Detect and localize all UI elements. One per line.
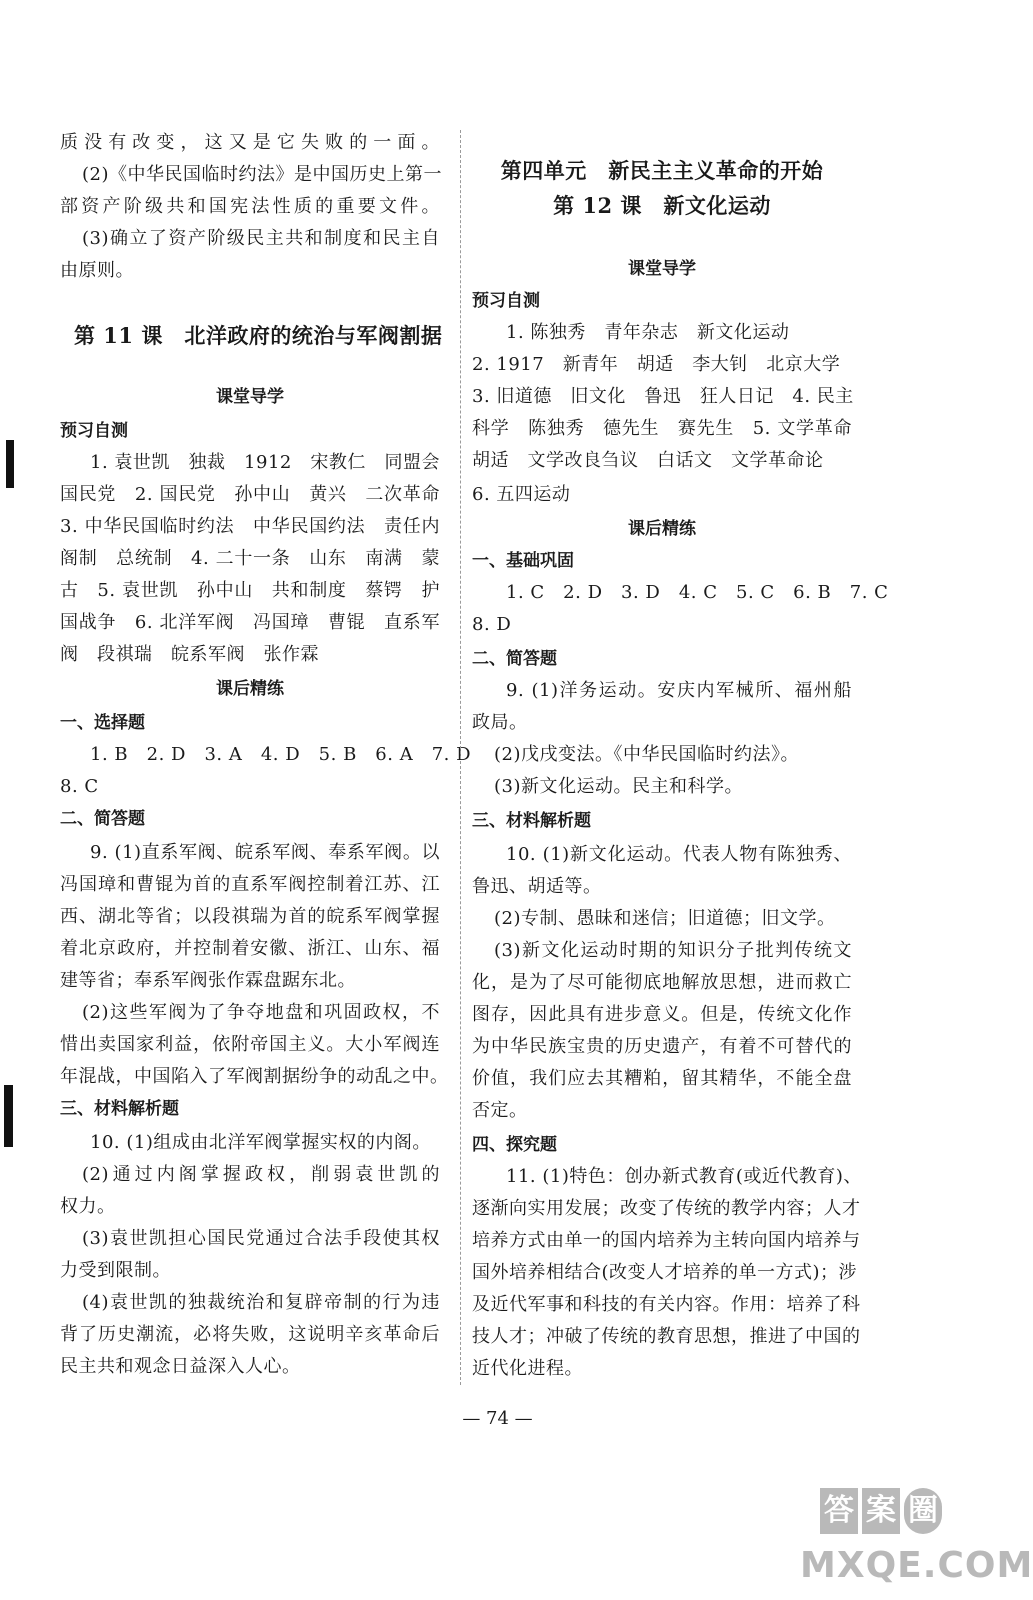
- answer-line: (2)这些军阀为了争夺地盘和巩固政权，不: [82, 1002, 440, 1023]
- answer-line: 培养方式由单一的国内培养为主转向国内培养与: [472, 1230, 861, 1251]
- answer-line: 10. (1)组成由北洋军阀掌握实权的内阁。: [90, 1132, 431, 1153]
- answer-line: 胡适 文学改良刍议 白话文 文学革命论: [472, 450, 824, 471]
- paragraph-line: (2)《中华民国临时约法》是中国历史上第一: [82, 164, 442, 185]
- answer-line: 西、湖北等省；以段祺瑞为首的皖系军阀掌握: [60, 906, 440, 927]
- answer-line: (2)专制、愚昧和迷信；旧道德；旧文学。: [494, 908, 836, 929]
- answer-line: 11. (1)特色：创办新式教育(或近代教育)、: [506, 1166, 862, 1187]
- watermark-logo: [820, 1488, 942, 1534]
- section-heading: 课后精练: [628, 519, 696, 539]
- lesson-title: 第 12 课 新文化运动: [553, 193, 771, 218]
- answer-line: 8. C: [60, 776, 99, 797]
- answer-line: 3. 旧道德 旧文化 鲁迅 狂人日记 4. 民主: [472, 386, 854, 407]
- answer-line: 3. 中华民国临时约法 中华民国约法 责任内: [60, 516, 440, 537]
- answer-line: 力受到限制。: [60, 1260, 171, 1281]
- section-heading: 课堂导学: [216, 387, 284, 407]
- subsection-heading: 二、简答题: [472, 649, 557, 669]
- answer-line: 国外培养相结合(改变人才培养的单一方式)；涉: [472, 1262, 858, 1283]
- watermark-char: 案: [862, 1488, 900, 1534]
- answer-line: 化，是为了尽可能彻底地解放思想，进而救亡: [472, 972, 852, 993]
- answer-line: 科学 陈独秀 德先生 赛先生 5. 文学革命: [472, 418, 852, 439]
- paragraph-line: 质没有改变，这又是它失败的一面。: [60, 132, 440, 153]
- answer-line: 8. D: [472, 614, 512, 635]
- column-divider: [460, 130, 461, 1385]
- answer-line: 否定。: [472, 1100, 528, 1121]
- answer-line: 10. (1)新文化运动。代表人物有陈独秀、: [506, 844, 852, 865]
- answer-line: 1. 陈独秀 青年杂志 新文化运动: [506, 322, 790, 343]
- subsection-heading: 四、探究题: [472, 1135, 557, 1155]
- answer-line: 建等省；奉系军阀张作霖盘踞东北。: [60, 970, 356, 991]
- subsection-heading: 预习自测: [60, 421, 128, 441]
- lesson-title: 第 11 课 北洋政府的统治与军阀割据: [74, 323, 443, 348]
- answer-line: 古 5. 袁世凯 孙中山 共和制度 蔡锷 护: [60, 580, 440, 601]
- subsection-heading: 一、选择题: [60, 713, 145, 733]
- answer-line: 年混战，中国陷入了军阀割据纷争的动乱之中。: [60, 1066, 449, 1087]
- section-heading: 课堂导学: [628, 259, 696, 279]
- answer-line: 9. (1)直系军阀、皖系军阀、奉系军阀。以: [90, 842, 440, 863]
- answer-line: 图存，因此具有进步意义。但是，传统文化作: [472, 1004, 852, 1025]
- answer-line: 及近代军事和科技的有关内容。作用：培养了科: [472, 1294, 861, 1315]
- unit-title: 第四单元 新民主主义革命的开始: [500, 158, 824, 183]
- answer-line: (3)新文化运动时期的知识分子批判传统文: [494, 940, 852, 961]
- answer-line: 冯国璋和曹锟为首的直系军阀控制着江苏、江: [60, 874, 440, 895]
- section-heading: 课后精练: [216, 679, 284, 699]
- subsection-heading: 一、基础巩固: [472, 551, 574, 571]
- page-number: — 74 —: [462, 1408, 533, 1429]
- answer-line: 着北京政府，并控制着安徽、浙江、山东、福: [60, 938, 440, 959]
- watermark-char: 答: [820, 1488, 858, 1534]
- answer-line: 政局。: [472, 712, 528, 733]
- watermark-url: MXQE.COM: [800, 1545, 1033, 1586]
- subsection-heading: 二、简答题: [60, 809, 145, 829]
- binding-mark-bottom: [4, 1085, 13, 1147]
- answer-line: 国民党 2. 国民党 孙中山 黄兴 二次革命: [60, 484, 440, 505]
- paragraph-line: (3)确立了资产阶级民主共和制度和民主自: [82, 228, 440, 249]
- answer-line: 技人才；冲破了传统的教育思想，推进了中国的: [472, 1326, 861, 1347]
- answer-line: 国战争 6. 北洋军阀 冯国璋 曹锟 直系军: [60, 612, 440, 633]
- answer-line: 1. 袁世凯 独裁 1912 宋教仁 同盟会: [90, 452, 440, 473]
- answer-line: (2)通过内阁掌握政权，削弱袁世凯的: [82, 1164, 440, 1185]
- answer-line: 权力。: [60, 1196, 116, 1217]
- answer-line: 民主共和观念日益深入人心。: [60, 1356, 301, 1377]
- answer-line: 2. 1917 新青年 胡适 李大钊 北京大学: [472, 354, 841, 375]
- subsection-heading: 三、材料解析题: [60, 1099, 179, 1119]
- answer-line: 为中华民族宝贵的历史遗产，有着不可替代的: [472, 1036, 852, 1057]
- paragraph-line: 部资产阶级共和国宪法性质的重要文件。: [60, 196, 440, 217]
- answer-line: 阀 段祺瑞 皖系军阀 张作霖: [60, 644, 319, 665]
- answer-line: (3)新文化运动。民主和科学。: [494, 776, 743, 797]
- answer-line: 鲁迅、胡适等。: [472, 876, 602, 897]
- subsection-heading: 预习自测: [472, 291, 540, 311]
- answer-line: 价值，我们应去其糟粕，留其精华，不能全盘: [472, 1068, 852, 1089]
- paragraph-line: 由原则。: [60, 260, 134, 281]
- answer-line: 逐渐向实用发展；改变了传统的教学内容；人才: [472, 1198, 861, 1219]
- watermark-char: 圈: [904, 1488, 942, 1534]
- answer-line: 1. C 2. D 3. D 4. C 5. C 6. B 7. C: [506, 582, 889, 603]
- answer-line: 背了历史潮流，必将失败，这说明辛亥革命后: [60, 1324, 440, 1345]
- answer-line: 9. (1)洋务运动。安庆内军械所、福州船: [506, 680, 852, 701]
- answer-line: (4)袁世凯的独裁统治和复辟帝制的行为违: [82, 1292, 440, 1313]
- subsection-heading: 三、材料解析题: [472, 811, 591, 831]
- answer-line: (3)袁世凯担心国民党通过合法手段使其权: [82, 1228, 440, 1249]
- answer-line: (2)戊戌变法。《中华民国临时约法》。: [494, 744, 799, 765]
- answer-line: 6. 五四运动: [472, 484, 571, 505]
- answer-line: 阁制 总统制 4. 二十一条 山东 南满 蒙: [60, 548, 440, 569]
- answer-line: 近代化进程。: [472, 1358, 583, 1379]
- answer-line: 1. B 2. D 3. A 4. D 5. B 6. A 7. D: [90, 744, 472, 765]
- binding-mark-top: [6, 440, 14, 488]
- answer-line: 惜出卖国家利益，依附帝国主义。大小军阀连: [60, 1034, 440, 1055]
